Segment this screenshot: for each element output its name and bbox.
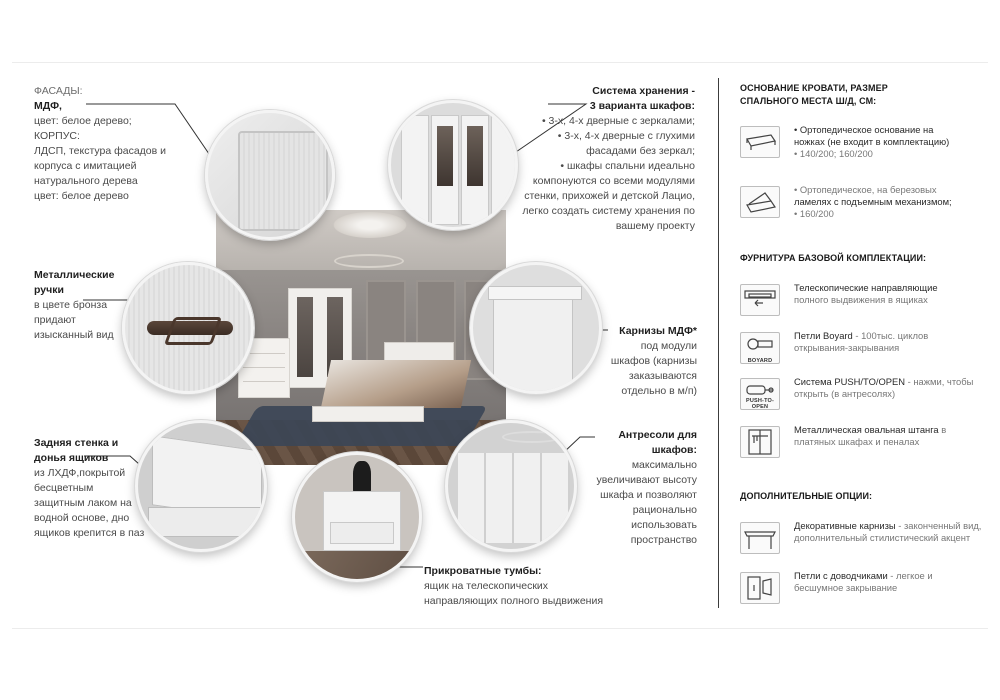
handles-callout (34, 268, 114, 343)
body-label: КОРПУС: (34, 130, 80, 142)
bed-base-section-title (740, 82, 980, 108)
option-item-name: Декоративные карнизы (794, 520, 896, 531)
cornices-text: отдельно в м/п) (621, 385, 697, 397)
storage-callout (515, 84, 695, 234)
mezzanine-text: увеличивают высоту (596, 474, 697, 486)
bed-base-title: ОСНОВАНИЕ КРОВАТИ, РАЗМЕР (740, 83, 888, 93)
nightstands-heading: Прикроватные тумбы: (424, 565, 542, 577)
mezzanine-heading: Антресоли для (618, 429, 697, 441)
mezzanine-text: шкафа и позволяют (600, 489, 697, 501)
nightstands-text: ящик на телескопических (424, 580, 549, 592)
mezzanine-text: максимально (631, 459, 697, 471)
hardware-item-name: Система PUSH/TO/OPEN (794, 376, 906, 387)
cornices-callout (585, 324, 697, 399)
facades-label: ФАСАДЫ: (34, 85, 83, 97)
bed-base-option-sizes: • 140/200; 160/200 (794, 148, 984, 160)
bottom-border (12, 628, 988, 629)
nightstand-detail-photo (292, 452, 422, 582)
storage-item-cont: фасадами без зеркал; (586, 145, 695, 157)
bed-base-option-sizes: • 160/200 (794, 208, 984, 220)
backwall-heading-cont: донья ящиков (34, 452, 109, 464)
storage-item: • 3-х, 4-х дверные с глухими (515, 129, 695, 144)
wardrobe-detail-photo (388, 100, 518, 230)
telescopic-slide-icon (740, 284, 780, 316)
options-section-title (740, 490, 980, 503)
hardware-item-desc: полного выдвижения в ящиках (794, 294, 928, 305)
storage-item-cont: стенки, прихожей и детской Лацио, (524, 190, 695, 202)
bed-base-option-text: ламелях с подъемным механизмом; (794, 196, 952, 207)
bed-legs-icon (740, 126, 780, 158)
hardware-item-desc: - нажми, чтобы открыть (в антресолях) (794, 376, 974, 399)
facades-callout (34, 84, 166, 204)
mezzanine-text: рационально (632, 504, 697, 516)
facade-detail-photo (205, 110, 335, 240)
soft-close-hinge-icon (740, 572, 780, 604)
backwall-text: ящиков крепится в паз (34, 527, 145, 539)
hardware-item-name: Металлическая овальная штанга (794, 424, 939, 435)
body-texture-cont: натурального дерева (34, 175, 138, 187)
push-to-open-label: PUSH-TO-OPEN (745, 398, 775, 410)
mezzanine-text: использовать (631, 519, 697, 531)
hardware-item-desc: в платяных шкафах и пеналах (794, 424, 947, 447)
handles-heading-cont: ручки (34, 284, 64, 296)
backwall-callout (34, 436, 144, 541)
bed-base-option (740, 184, 985, 224)
hardware-title: ФУРНИТУРА БАЗОВОЙ КОМПЛЕКТАЦИИ: (740, 253, 927, 263)
handles-heading: Металлические (34, 269, 115, 281)
cornices-text: под модули (640, 340, 697, 352)
option-item (740, 570, 985, 610)
storage-item: • шкафы спальни идеально (515, 159, 695, 174)
cornice-detail-photo (470, 262, 602, 394)
storage-item: • 3-х, 4-х дверные с зеркалами; (515, 114, 695, 129)
bed-base-option-text: ножках (не входит в комплектацию) (794, 136, 950, 147)
handles-text: изысканный вид (34, 329, 114, 341)
hardware-item-name: Петли Boyard (794, 330, 853, 341)
body-material: ЛДСП, текстура фасадов и (34, 145, 167, 157)
mezzanine-callout (575, 428, 697, 548)
bedroom-photo (216, 210, 506, 465)
top-border (12, 62, 988, 63)
wardrobe-rod-icon (740, 426, 780, 458)
handles-text: в цвете бронза (34, 299, 108, 311)
mezzanine-heading-cont: шкафов: (651, 444, 697, 456)
hardware-section-title (740, 252, 980, 265)
storage-heading: Система хранения - (592, 85, 695, 97)
cornices-text: заказываются (628, 370, 697, 382)
bed-base-option-text: • Ортопедическое основание на (794, 124, 984, 136)
hardware-item (740, 376, 985, 416)
storage-subheading: 3 варианта шкафов: (589, 100, 695, 112)
storage-item-cont: легко создать систему хранения по (522, 205, 695, 217)
bed-base-title-cont: СПАЛЬНОГО МЕСТА Ш/Д, СМ: (740, 96, 877, 106)
backwall-text: защитным лаком на (34, 497, 132, 509)
body-texture: корпуса с имитацией (34, 160, 137, 172)
hardware-item (740, 282, 985, 322)
bed-base-option-text: • Ортопедическое, на березовых (794, 184, 984, 196)
handle-detail-photo (122, 262, 254, 394)
backwall-text: бесцветным (34, 482, 94, 494)
nightstands-text: направляющих полного выдвижения (424, 595, 604, 607)
mezzanine-text: пространство (630, 534, 697, 546)
facades-color: цвет: белое дерево; (34, 115, 132, 127)
facades-material: МДФ, (34, 100, 62, 112)
cornice-icon (740, 522, 780, 554)
nightstands-callout (424, 564, 603, 609)
mezzanine-detail-photo (445, 420, 577, 552)
boyard-logo-label: BOYARD (747, 358, 773, 364)
backwall-heading: Задняя стенка и (34, 437, 119, 449)
backwall-text: из ЛХДФ,покрытой (34, 467, 126, 479)
cornices-text: шкафов (карнизы (610, 355, 697, 367)
hardware-item-desc: - 100тыс. циклов открывания-закрывания (794, 330, 929, 353)
body-color: цвет: белое дерево (34, 190, 129, 202)
hardware-item (740, 424, 985, 464)
option-item-name: Петли с доводчиками (794, 570, 888, 581)
drawer-detail-photo (135, 420, 267, 552)
option-item-desc: - законченный вид, дополнительный стилистический акцент (794, 520, 982, 543)
handles-text: придают (34, 314, 76, 326)
bed-lift-icon (740, 186, 780, 218)
push-to-open-icon (740, 378, 780, 410)
cornices-heading: Карнизы МДФ* (619, 325, 697, 337)
bed-base-option (740, 124, 985, 164)
storage-item-cont: компонуются со всеми модулями (532, 175, 695, 187)
options-title: ДОПОЛНИТЕЛЬНЫЕ ОПЦИИ: (740, 491, 873, 501)
backwall-text: водной основе, дно (34, 512, 130, 524)
option-item (740, 520, 985, 560)
hinge-icon (740, 332, 780, 364)
column-divider (718, 78, 719, 608)
hardware-item (740, 330, 985, 370)
option-item-desc: - легкое и бесшумное закрывание (794, 570, 933, 593)
hardware-item-name: Телескопические направляющие (794, 282, 938, 293)
storage-item-cont: вашему проекту (615, 220, 695, 232)
